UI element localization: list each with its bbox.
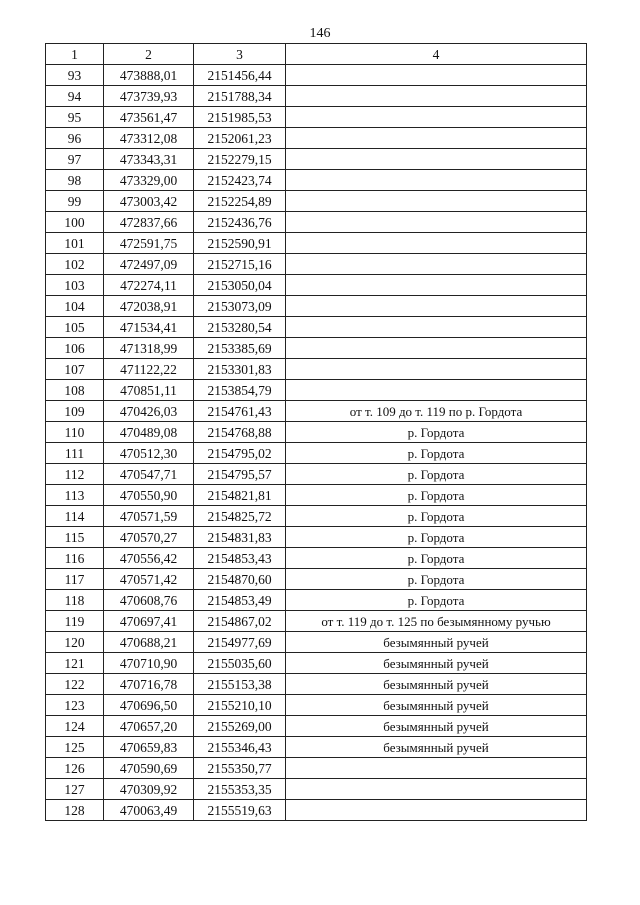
point-number-cell: 107 [46,359,104,380]
description-cell: безымянный ручей [286,716,587,737]
x-coordinate-cell: 470659,83 [104,737,194,758]
y-coordinate-cell: 2152590,91 [194,233,286,254]
x-coordinate-cell: 471122,22 [104,359,194,380]
point-number-cell: 95 [46,107,104,128]
point-number-cell: 93 [46,65,104,86]
x-coordinate-cell: 470556,42 [104,548,194,569]
point-number-cell: 109 [46,401,104,422]
x-coordinate-cell: 471318,99 [104,338,194,359]
y-coordinate-cell: 2152279,15 [194,149,286,170]
x-coordinate-cell: 470063,49 [104,800,194,821]
x-coordinate-cell: 470512,30 [104,443,194,464]
description-cell [286,338,587,359]
description-cell: безымянный ручей [286,653,587,674]
table-row [46,233,587,254]
table-row [46,212,587,233]
description-cell [286,275,587,296]
point-number-cell: 99 [46,191,104,212]
table-row [46,254,587,275]
table-row [46,128,587,149]
y-coordinate-cell: 2155519,63 [194,800,286,821]
description-cell: безымянный ручей [286,632,587,653]
point-number-cell: 120 [46,632,104,653]
point-number-cell: 126 [46,758,104,779]
description-cell: р. Гордота [286,590,587,611]
x-coordinate-cell: 470489,08 [104,422,194,443]
y-coordinate-cell: 2155353,35 [194,779,286,800]
description-cell [286,149,587,170]
y-coordinate-cell: 2154821,81 [194,485,286,506]
table-row [46,86,587,107]
point-number-cell: 122 [46,674,104,695]
point-number-cell: 116 [46,548,104,569]
description-cell [286,779,587,800]
point-number-cell: 104 [46,296,104,317]
y-coordinate-cell: 2153073,09 [194,296,286,317]
description-cell: р. Гордота [286,485,587,506]
table-row [46,359,587,380]
y-coordinate-cell: 2154761,43 [194,401,286,422]
table-row [46,317,587,338]
page-number: 146 [309,26,331,41]
description-cell: р. Гордота [286,422,587,443]
description-cell [286,380,587,401]
description-cell: безымянный ручей [286,695,587,716]
y-coordinate-cell: 2154825,72 [194,506,286,527]
description-cell [286,170,587,191]
header-row [46,44,587,65]
x-coordinate-cell: 470547,71 [104,464,194,485]
table-row [46,779,587,800]
table-row [46,527,587,548]
point-number-cell: 118 [46,590,104,611]
table-row [46,422,587,443]
point-number-cell: 121 [46,653,104,674]
x-coordinate-cell: 471534,41 [104,317,194,338]
description-cell [286,65,587,86]
table-row [46,758,587,779]
y-coordinate-cell: 2153301,83 [194,359,286,380]
point-number-cell: 127 [46,779,104,800]
description-cell: р. Гордота [286,527,587,548]
table-row [46,191,587,212]
table-row [46,107,587,128]
x-coordinate-cell: 470716,78 [104,674,194,695]
y-coordinate-cell: 2154867,02 [194,611,286,632]
y-coordinate-cell: 2152061,23 [194,128,286,149]
description-cell: безымянный ручей [286,737,587,758]
point-number-cell: 114 [46,506,104,527]
point-number-cell: 101 [46,233,104,254]
point-number-cell: 110 [46,422,104,443]
point-number-cell: 98 [46,170,104,191]
y-coordinate-cell: 2155269,00 [194,716,286,737]
point-number-cell: 113 [46,485,104,506]
table-body [46,65,587,821]
description-cell: р. Гордота [286,443,587,464]
table-row [46,149,587,170]
table-row [46,569,587,590]
table-row [46,65,587,86]
table-header [46,44,587,65]
x-coordinate-cell: 472837,66 [104,212,194,233]
y-coordinate-cell: 2152715,16 [194,254,286,275]
point-number-cell: 96 [46,128,104,149]
description-cell: р. Гордота [286,548,587,569]
point-number-cell: 100 [46,212,104,233]
table-row [46,590,587,611]
description-cell [286,212,587,233]
table-row [46,296,587,317]
point-number-cell: 105 [46,317,104,338]
table-row [46,401,587,422]
description-cell [286,254,587,275]
point-number-cell: 111 [46,443,104,464]
x-coordinate-cell: 470608,76 [104,590,194,611]
header-col-point: 1 [46,44,104,65]
y-coordinate-cell: 2154977,69 [194,632,286,653]
y-coordinate-cell: 2151456,44 [194,65,286,86]
y-coordinate-cell: 2155346,43 [194,737,286,758]
table-row [46,380,587,401]
table-row [46,485,587,506]
point-number-cell: 108 [46,380,104,401]
x-coordinate-cell: 470851,11 [104,380,194,401]
description-cell [286,233,587,254]
x-coordinate-cell: 472038,91 [104,296,194,317]
point-number-cell: 125 [46,737,104,758]
x-coordinate-cell: 473343,31 [104,149,194,170]
y-coordinate-cell: 2154870,60 [194,569,286,590]
x-coordinate-cell: 470696,50 [104,695,194,716]
point-number-cell: 112 [46,464,104,485]
x-coordinate-cell: 472274,11 [104,275,194,296]
table-row [46,338,587,359]
x-coordinate-cell: 470550,90 [104,485,194,506]
table-row [46,275,587,296]
description-cell [286,758,587,779]
x-coordinate-cell: 473888,01 [104,65,194,86]
y-coordinate-cell: 2154768,88 [194,422,286,443]
x-coordinate-cell: 470688,21 [104,632,194,653]
x-coordinate-cell: 470426,03 [104,401,194,422]
y-coordinate-cell: 2152423,74 [194,170,286,191]
table-row [46,170,587,191]
description-cell [286,317,587,338]
x-coordinate-cell: 470309,92 [104,779,194,800]
table-row [46,737,587,758]
description-cell [286,359,587,380]
x-coordinate-cell: 470571,59 [104,506,194,527]
description-cell [286,128,587,149]
table-row [46,506,587,527]
description-cell [286,191,587,212]
description-cell: от т. 109 до т. 119 по р. Гордота [286,401,587,422]
y-coordinate-cell: 2153050,04 [194,275,286,296]
point-number-cell: 115 [46,527,104,548]
y-coordinate-cell: 2153280,54 [194,317,286,338]
point-number-cell: 124 [46,716,104,737]
description-cell: р. Гордота [286,569,587,590]
table-row [46,674,587,695]
x-coordinate-cell: 470570,27 [104,527,194,548]
description-cell: от т. 119 до т. 125 по безымянному ручью [286,611,587,632]
y-coordinate-cell: 2154853,49 [194,590,286,611]
header-col-x: 2 [104,44,194,65]
table-row [46,653,587,674]
x-coordinate-cell: 473329,00 [104,170,194,191]
header-col-y: 3 [194,44,286,65]
point-number-cell: 97 [46,149,104,170]
table-row [46,443,587,464]
y-coordinate-cell: 2154831,83 [194,527,286,548]
x-coordinate-cell: 473312,08 [104,128,194,149]
point-number-cell: 123 [46,695,104,716]
x-coordinate-cell: 472497,09 [104,254,194,275]
description-cell: р. Гордота [286,464,587,485]
y-coordinate-cell: 2154795,02 [194,443,286,464]
table-row [46,716,587,737]
x-coordinate-cell: 473739,93 [104,86,194,107]
description-cell: р. Гордота [286,506,587,527]
x-coordinate-cell: 470657,20 [104,716,194,737]
table-row [46,611,587,632]
point-number-cell: 119 [46,611,104,632]
table-row [46,695,587,716]
y-coordinate-cell: 2155035,60 [194,653,286,674]
y-coordinate-cell: 2152254,89 [194,191,286,212]
point-number-cell: 117 [46,569,104,590]
point-number-cell: 102 [46,254,104,275]
y-coordinate-cell: 2154853,43 [194,548,286,569]
x-coordinate-cell: 472591,75 [104,233,194,254]
y-coordinate-cell: 2152436,76 [194,212,286,233]
table-row [46,464,587,485]
y-coordinate-cell: 2155210,10 [194,695,286,716]
table-row [46,632,587,653]
x-coordinate-cell: 473561,47 [104,107,194,128]
y-coordinate-cell: 2153385,69 [194,338,286,359]
header-col-description: 4 [286,44,587,65]
description-cell [286,107,587,128]
point-number-cell: 106 [46,338,104,359]
description-cell [286,86,587,107]
point-number-cell: 94 [46,86,104,107]
x-coordinate-cell: 470590,69 [104,758,194,779]
x-coordinate-cell: 470710,90 [104,653,194,674]
y-coordinate-cell: 2154795,57 [194,464,286,485]
table-row [46,548,587,569]
y-coordinate-cell: 2155153,38 [194,674,286,695]
x-coordinate-cell: 470571,42 [104,569,194,590]
x-coordinate-cell: 470697,41 [104,611,194,632]
y-coordinate-cell: 2151985,53 [194,107,286,128]
point-number-cell: 103 [46,275,104,296]
description-cell [286,800,587,821]
coordinates-table [45,43,587,821]
description-cell: безымянный ручей [286,674,587,695]
y-coordinate-cell: 2151788,34 [194,86,286,107]
y-coordinate-cell: 2155350,77 [194,758,286,779]
y-coordinate-cell: 2153854,79 [194,380,286,401]
description-cell [286,296,587,317]
table-row [46,800,587,821]
x-coordinate-cell: 473003,42 [104,191,194,212]
point-number-cell: 128 [46,800,104,821]
